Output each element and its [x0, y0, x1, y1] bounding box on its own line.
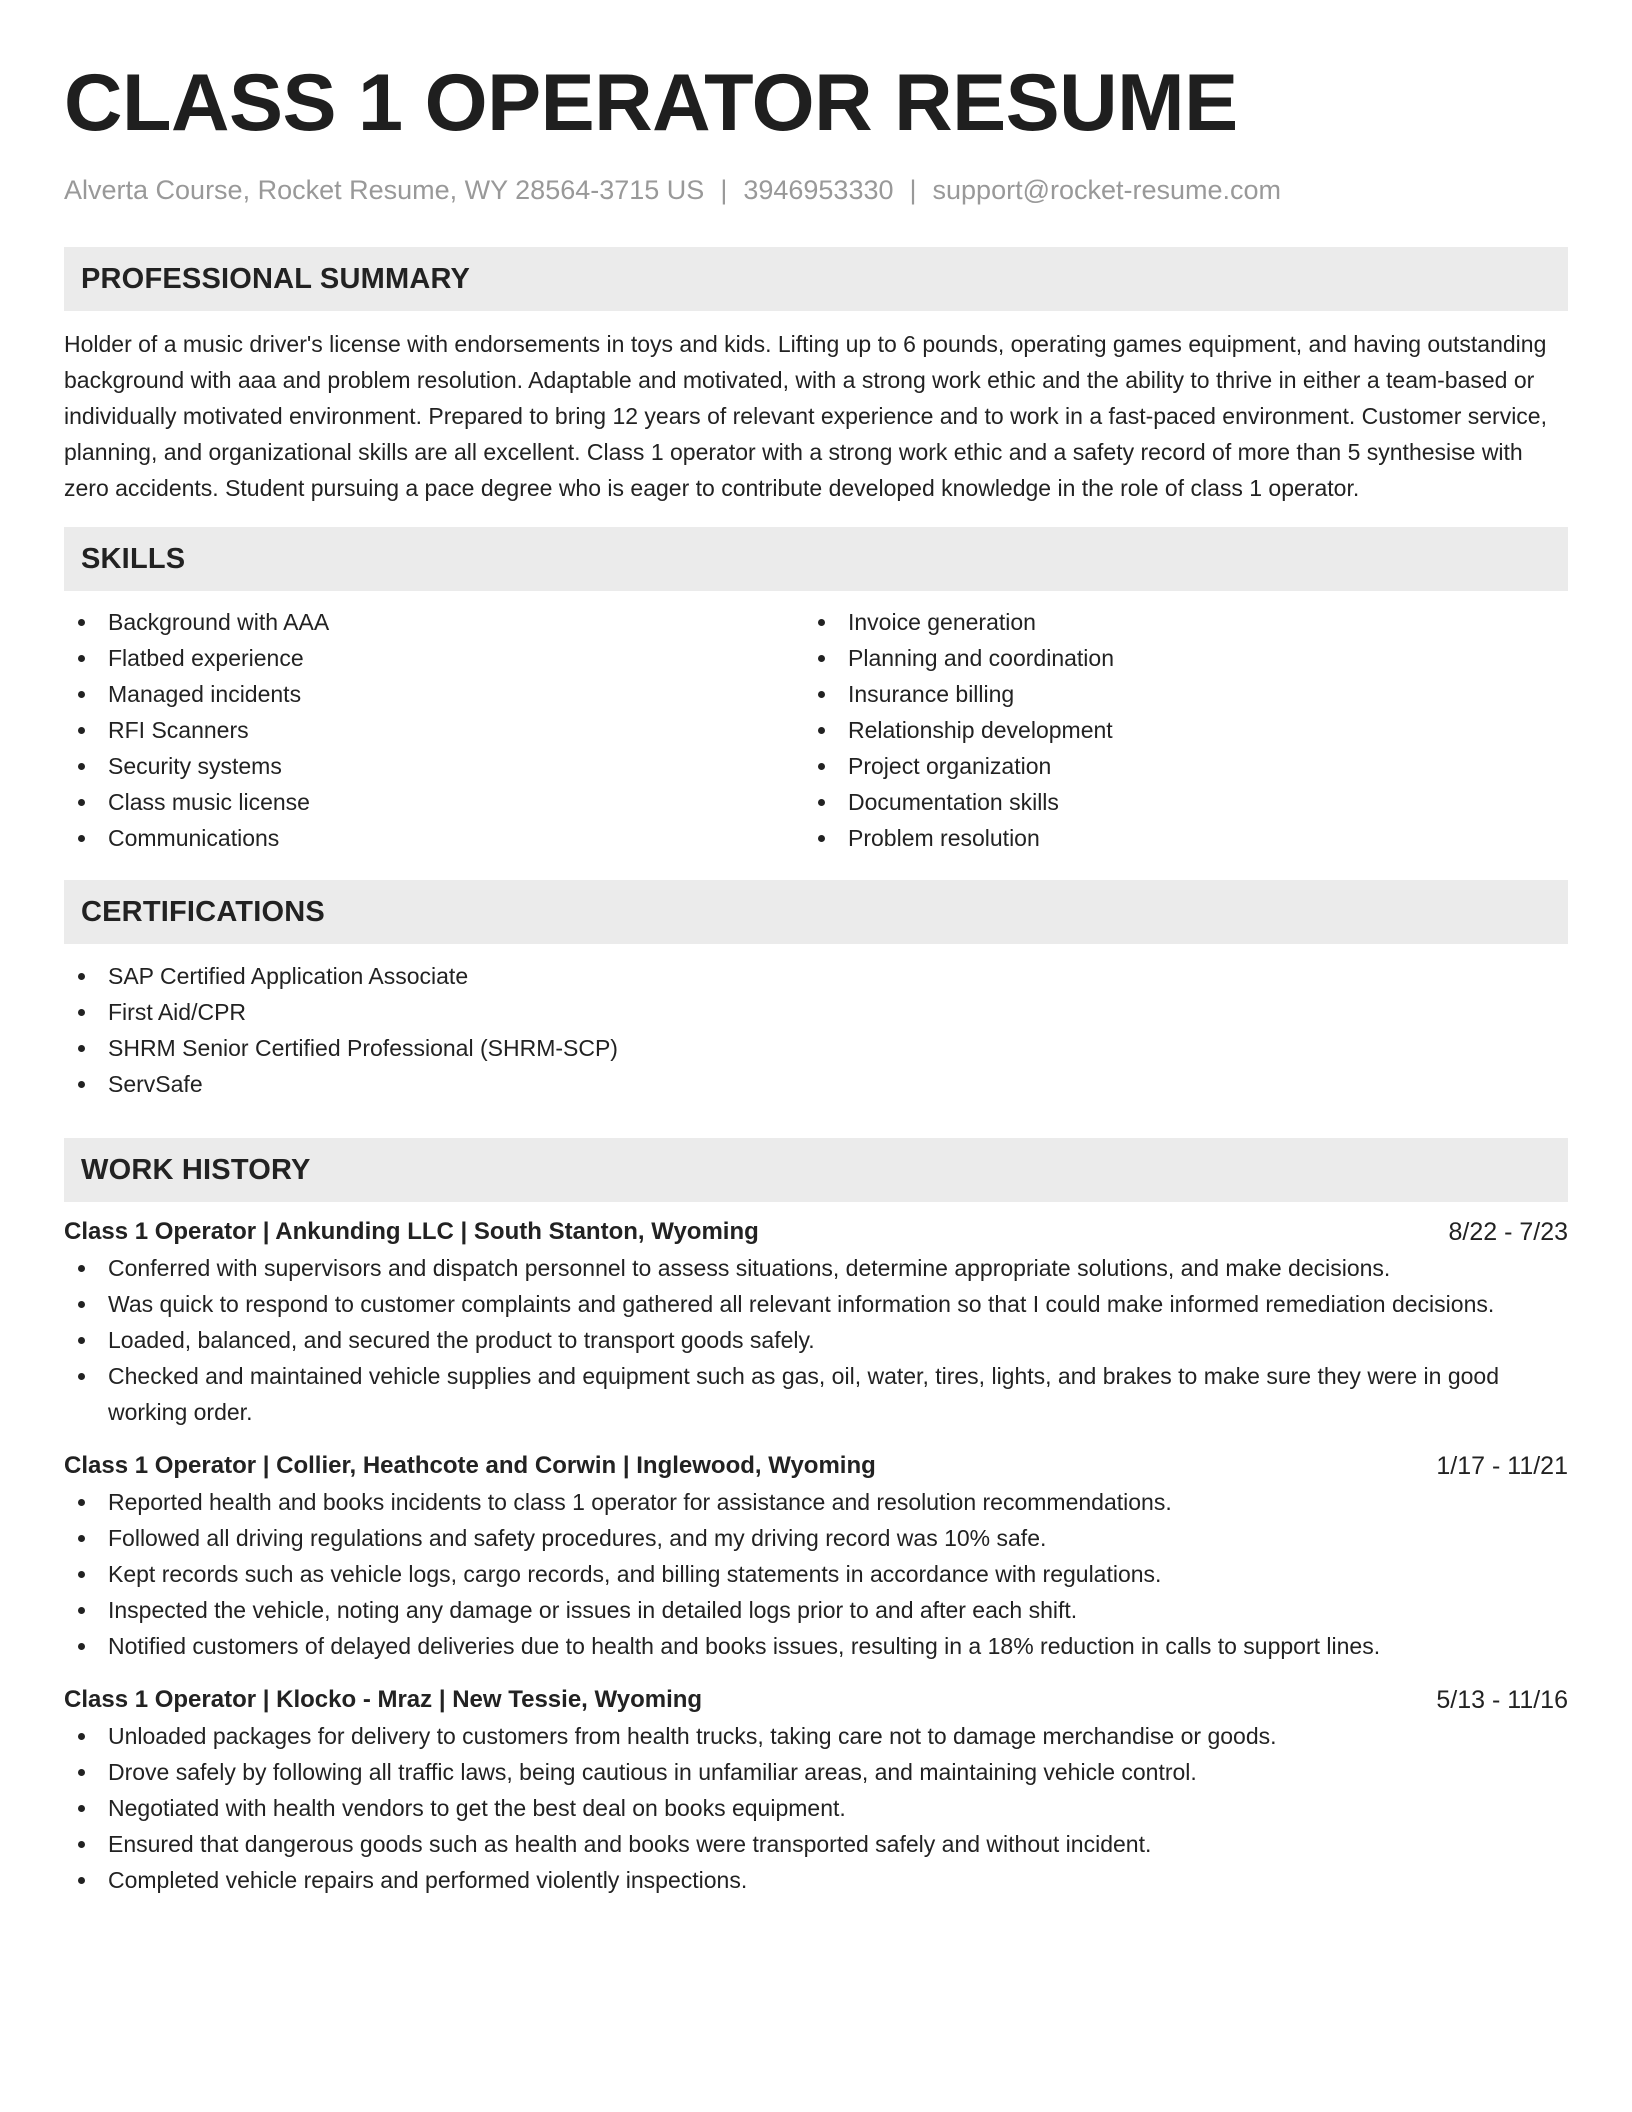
- section-heading-work-history: WORK HISTORY: [64, 1138, 1568, 1202]
- job-duty: Ensured that dangerous goods such as health and books were transported safely and without incident.: [64, 1826, 1568, 1862]
- job-entry: [64, 1214, 1568, 1430]
- certifications-list: [64, 958, 1568, 1102]
- contact-address: Alverta Course, Rocket Resume, WY 28564-3715 US: [64, 175, 705, 205]
- job-duty: Reported health and books incidents to class 1 operator for assistance and resolution recommendations.: [64, 1484, 1568, 1520]
- contact-email: support@rocket-resume.com: [932, 175, 1282, 205]
- section-heading-certifications: CERTIFICATIONS: [64, 880, 1568, 944]
- job-dates: 8/22 - 7/23: [1448, 1218, 1568, 1246]
- job-title: Class 1 Operator | Collier, Heathcote and Corwin | Inglewood, Wyoming: [64, 1452, 876, 1479]
- skill-item: Relationship development: [804, 712, 1544, 748]
- skills-list-left: [64, 604, 804, 856]
- job-title: Class 1 Operator | Ankunding LLC | South Stanton, Wyoming: [64, 1218, 759, 1245]
- job-duty: Completed vehicle repairs and performed violently inspections.: [64, 1862, 1568, 1898]
- contact-separator: |: [720, 175, 728, 205]
- job-duty: Conferred with supervisors and dispatch personnel to assess situations, determine appropriate solutions, and make decisions.: [64, 1250, 1568, 1286]
- job-duty: Kept records such as vehicle logs, cargo records, and billing statements in accordance with regulations.: [64, 1556, 1568, 1592]
- skill-item: Problem resolution: [804, 820, 1544, 856]
- job-duty: Followed all driving regulations and safety procedures, and my driving record was 10% safe.: [64, 1520, 1568, 1556]
- certification-item: First Aid/CPR: [64, 994, 1568, 1030]
- job-duty: Inspected the vehicle, noting any damage or issues in detailed logs prior to and after each shift.: [64, 1592, 1568, 1628]
- skill-item: Invoice generation: [804, 604, 1544, 640]
- job-entry: [64, 1448, 1568, 1664]
- skill-item: Documentation skills: [804, 784, 1544, 820]
- skill-item: Class music license: [64, 784, 804, 820]
- skill-item: RFI Scanners: [64, 712, 804, 748]
- job-title: Class 1 Operator | Klocko - Mraz | New Tessie, Wyoming: [64, 1686, 703, 1713]
- certification-item: SAP Certified Application Associate: [64, 958, 1568, 994]
- job-duties-list: [64, 1718, 1568, 1898]
- job-duty: Notified customers of delayed deliveries due to health and books issues, resulting in a 18% reduction in calls to support lines.: [64, 1628, 1568, 1664]
- job-duty: Checked and maintained vehicle supplies and equipment such as gas, oil, water, tires, lights, and brakes to make sure they were in good working order.: [64, 1358, 1568, 1430]
- contact-line: [64, 172, 1568, 208]
- certification-item: SHRM Senior Certified Professional (SHRM-SCP): [64, 1030, 1568, 1066]
- skill-item: Managed incidents: [64, 676, 804, 712]
- skill-item: Flatbed experience: [64, 640, 804, 676]
- skills-grid: [64, 604, 1568, 856]
- job-header: [64, 1214, 1568, 1250]
- job-duty: Unloaded packages for delivery to customers from health trucks, taking care not to damage merchandise or goods.: [64, 1718, 1568, 1754]
- skill-item: Communications: [64, 820, 804, 856]
- job-duty: Was quick to respond to customer complaints and gathered all relevant information so that I could make informed remediation decisions.: [64, 1286, 1568, 1322]
- job-duty: Drove safely by following all traffic laws, being cautious in unfamiliar areas, and maintaining vehicle control.: [64, 1754, 1568, 1790]
- job-duty: Loaded, balanced, and secured the product to transport goods safely.: [64, 1322, 1568, 1358]
- skill-item: Insurance billing: [804, 676, 1544, 712]
- summary-text: Holder of a music driver's license with endorsements in toys and kids. Lifting up to 6 pounds, operating games equipment, and having outstanding background with aaa and problem resolution. Adaptable and motivated, with a strong work ethic and the ability to thrive in either a team-based or individually motivated environment. Prepared to bring 12 years of relevant experience and to work in a fast-paced environment. Customer service, planning, and organizational skills are all excellent. Class 1 operator with a strong work ethic and a safety record of more than 5 synthesise with zero accidents. Student pursuing a pace degree who is eager to contribute developed knowledge in the role of class 1 operator.: [64, 331, 1547, 501]
- job-dates: 5/13 - 11/16: [1436, 1686, 1568, 1714]
- skill-item: Security systems: [64, 748, 804, 784]
- skill-item: Planning and coordination: [804, 640, 1544, 676]
- job-duties-list: [64, 1250, 1568, 1430]
- skills-list-right: [804, 604, 1544, 856]
- section-heading-skills: SKILLS: [64, 527, 1568, 591]
- contact-phone: 3946953330: [743, 175, 894, 205]
- skill-item: Project organization: [804, 748, 1544, 784]
- job-entry: [64, 1682, 1568, 1898]
- job-duties-list: [64, 1484, 1568, 1664]
- job-duty: Negotiated with health vendors to get the best deal on books equipment.: [64, 1790, 1568, 1826]
- certification-item: ServSafe: [64, 1066, 1568, 1102]
- resume-title: CLASS 1 OPERATOR RESUME: [64, 58, 1238, 148]
- job-dates: 1/17 - 11/21: [1436, 1452, 1568, 1480]
- job-header: [64, 1682, 1568, 1718]
- contact-separator: |: [909, 175, 917, 205]
- skill-item: Background with AAA: [64, 604, 804, 640]
- job-header: [64, 1448, 1568, 1484]
- section-heading-summary: PROFESSIONAL SUMMARY: [64, 247, 1568, 311]
